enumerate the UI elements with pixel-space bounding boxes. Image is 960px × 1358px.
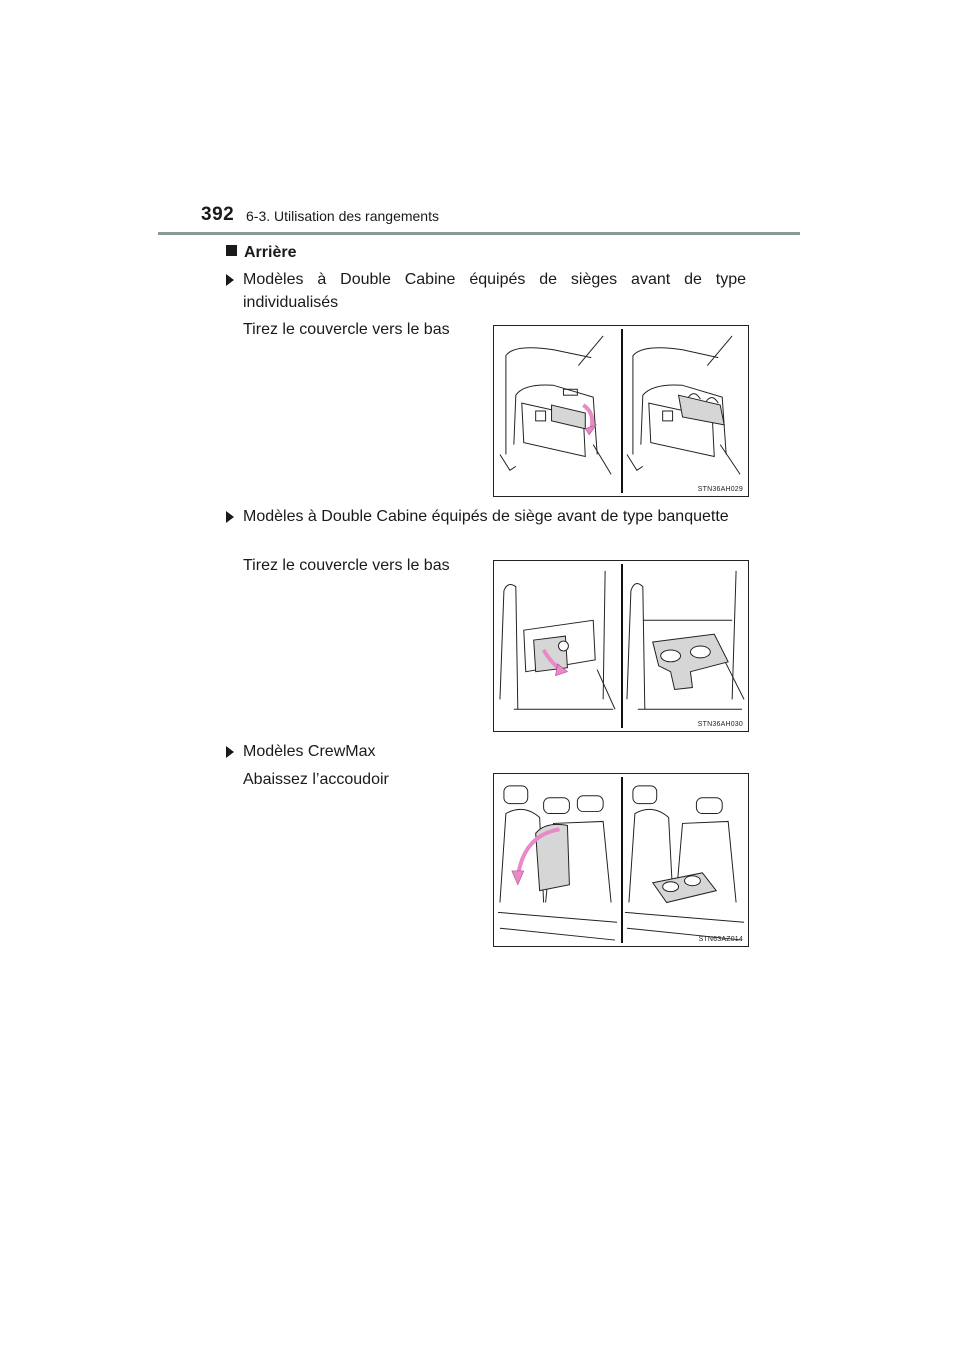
section-heading [226, 244, 296, 262]
panel-divider [621, 777, 623, 943]
model-text: Modèles CrewMax [243, 743, 376, 760]
figure-double-cab-individual [493, 325, 749, 497]
panel-divider [621, 564, 623, 728]
model-bullet-double-cab-individual [226, 268, 746, 314]
section-heading-text: Arrière [244, 244, 297, 261]
panel-divider [621, 329, 623, 493]
instruction-text: Abaissez l’accoudoir [243, 771, 389, 788]
model-text: Modèles à Double Cabine équipés de siège avant de type banquette [243, 508, 729, 525]
instruction-text: Tirez le couvercle vers le bas [243, 557, 450, 574]
model-text: Modèles à Double Cabine équipés de sièges avant de type individualisés [243, 271, 746, 311]
section-title: 6-3. Utilisation des rangements [246, 208, 439, 224]
triangle-bullet-icon [226, 746, 234, 758]
square-bullet-icon [226, 245, 237, 256]
triangle-bullet-icon [226, 511, 234, 523]
figure-code: STN36AH030 [697, 721, 743, 728]
figure-double-cab-bench [493, 560, 749, 732]
page-number: 392 [201, 204, 235, 225]
figure-crewmax [493, 773, 749, 947]
model-bullet-double-cab-bench [226, 505, 746, 528]
model-bullet-crewmax [226, 740, 746, 763]
figure-code: STN63AZ014 [698, 936, 743, 943]
instruction-text: Tirez le couvercle vers le bas [243, 321, 450, 338]
header-rule [158, 232, 800, 235]
figure-code: STN36AH029 [697, 486, 743, 493]
triangle-bullet-icon [226, 274, 234, 286]
